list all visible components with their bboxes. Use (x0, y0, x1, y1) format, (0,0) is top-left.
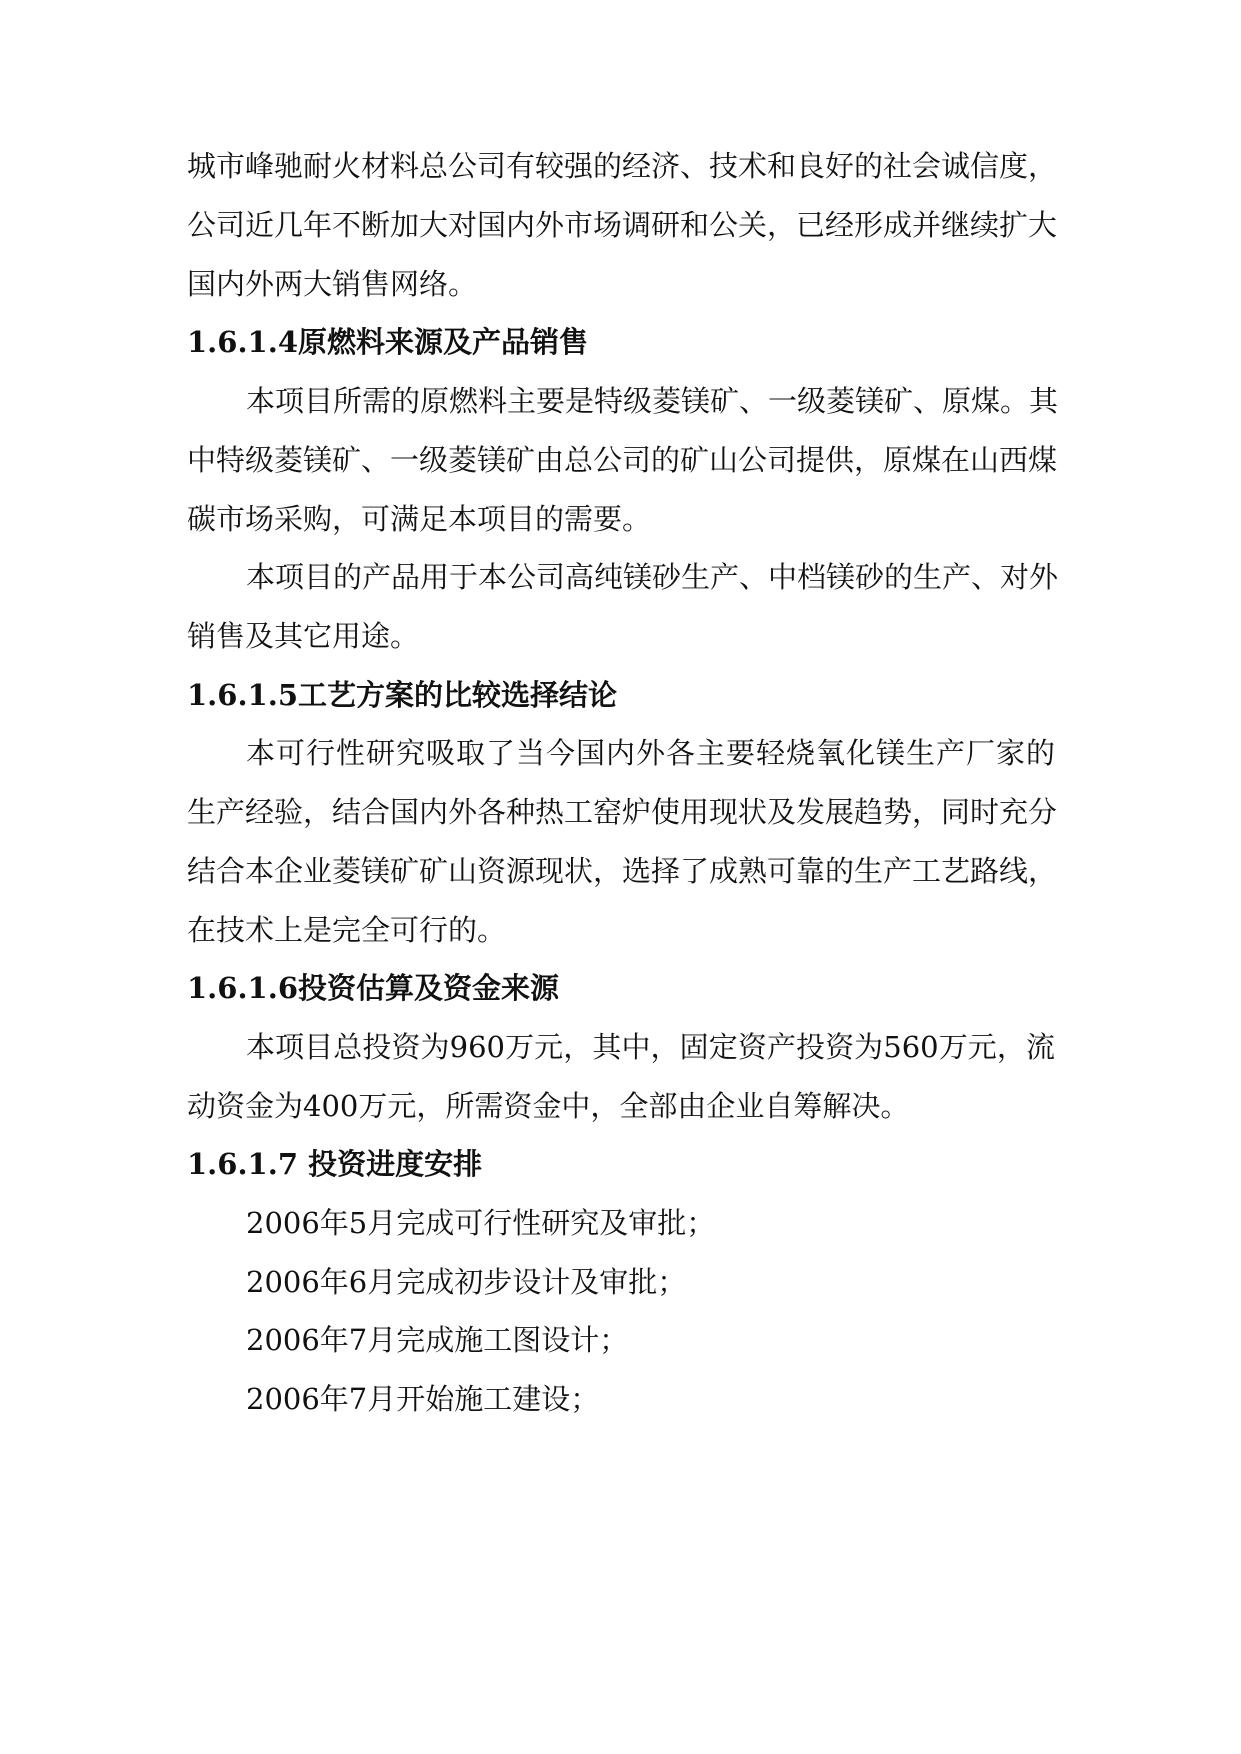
paragraph-line: 本可行性研究吸取了当今国内外各主要轻烧氧化镁生产厂家的 (246, 736, 1055, 770)
paragraph-line: 本项目总投资为960万元，其中，固定资产投资为560万元，流 (246, 1030, 1055, 1064)
paragraph-line: 本项目的产品用于本公司高纯镁砂生产、中档镁砂的生产、对外 (246, 560, 1059, 594)
section-heading-1-6-1-7: 1.6.1.7 投资进度安排 (187, 1147, 483, 1181)
paragraph-line: 公司近几年不断加大对国内外市场调研和公关，已经形成并继续扩大 (187, 208, 1058, 242)
paragraph-line: 生产经验，结合国内外各种热工窑炉使用现状及发展趋势，同时充分 (187, 795, 1058, 829)
paragraph-line: 城市峰驰耐火材料总公司有较强的经济、技术和良好的社会诚信度， (187, 149, 1058, 183)
paragraph-line: 销售及其它用途。 (187, 619, 420, 653)
section-heading-1-6-1-6: 1.6.1.6投资估算及资金来源 (187, 971, 560, 1005)
paragraph-line: 中特级菱镁矿、一级菱镁矿由总公司的矿山公司提供，原煤在山西煤 (187, 443, 1058, 477)
paragraph-line: 结合本企业菱镁矿矿山资源现状，选择了成熟可靠的生产工艺路线， (187, 854, 1058, 888)
paragraph-line: 在技术上是完全可行的。 (187, 913, 507, 947)
schedule-item: 2006年7月开始施工建设； (246, 1382, 600, 1416)
schedule-item: 2006年7月完成施工图设计； (246, 1323, 629, 1357)
paragraph-line: 动资金为400万元，所需资金中，全部由企业自筹解决。 (187, 1089, 910, 1123)
section-heading-1-6-1-4: 1.6.1.4原燃料来源及产品销售 (187, 325, 589, 359)
section-heading-1-6-1-5: 1.6.1.5工艺方案的比较选择结论 (187, 678, 618, 712)
paragraph-line: 本项目所需的原燃料主要是特级菱镁矿、一级菱镁矿、原煤。其 (246, 384, 1059, 418)
paragraph-line: 国内外两大销售网络。 (187, 267, 478, 301)
schedule-item: 2006年6月完成初步设计及审批； (246, 1265, 687, 1299)
paragraph-line: 碳市场采购，可满足本项目的需要。 (187, 502, 652, 536)
schedule-item: 2006年5月完成可行性研究及审批； (246, 1206, 716, 1240)
